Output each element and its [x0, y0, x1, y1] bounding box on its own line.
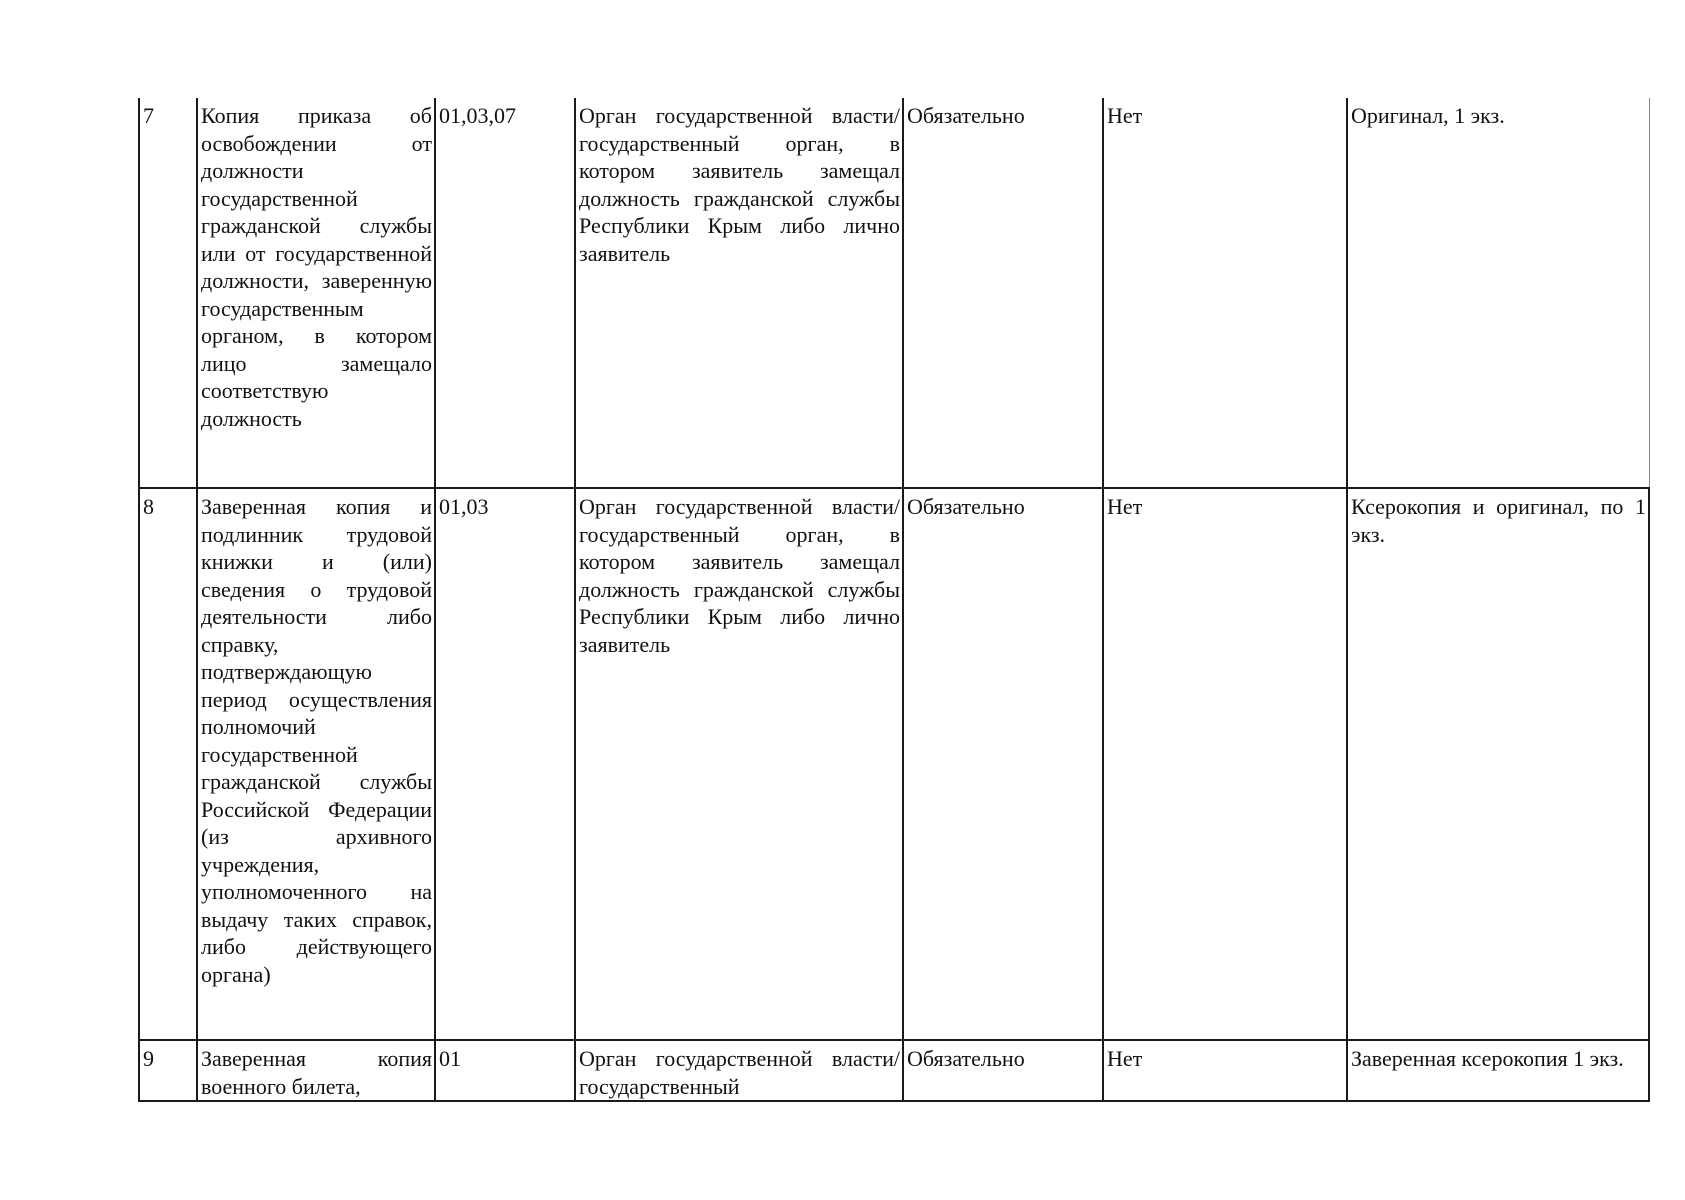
document-name: Заверенная копия военного билета,	[197, 1040, 435, 1101]
table-row	[139, 98, 1649, 488]
condition: Нет	[1103, 98, 1347, 488]
row-number: 7	[139, 98, 197, 488]
row-number: 9	[139, 1040, 197, 1101]
document-codes: 01,03,07	[435, 98, 575, 488]
requirement: Обязательно	[903, 98, 1103, 488]
table-row	[139, 1040, 1649, 1101]
document-name: Копия приказа об освобождении от должности государственной гражданской службы или от государственной должности, заверенную государственным органом, в котором лицо замещало соответствую должность	[197, 98, 435, 488]
document-codes: 01,03	[435, 488, 575, 1040]
document-codes: 01	[435, 1040, 575, 1101]
document-source: Орган государственной власти/государственный орган, в котором заявитель замещал должность гражданской службы Республики Крым либо лично заявитель	[575, 98, 903, 488]
condition: Нет	[1103, 1040, 1347, 1101]
document-form: Заверенная ксерокопия 1 экз.	[1347, 1040, 1649, 1101]
row-number: 8	[139, 488, 197, 1040]
document-source: Орган государственной власти/государственный орган, в котором заявитель замещал должность гражданской службы Республики Крым либо лично заявитель	[575, 488, 903, 1040]
documents-table	[138, 98, 1650, 1102]
requirement: Обязательно	[903, 1040, 1103, 1101]
condition: Нет	[1103, 488, 1347, 1040]
document-form: Оригинал, 1 экз.	[1347, 98, 1649, 488]
document-name: Заверенная копия и подлинник трудовой книжки и (или) сведения о трудовой деятельности либо справку, подтверждающую период осуществления полномочий государственной гражданской службы Российской Федерации (из архивного учреждения, уполномоченного на выдачу таких справок, либо действующего органа)	[197, 488, 435, 1040]
document-source: Орган государственной власти/государственный	[575, 1040, 903, 1101]
document-form: Ксерокопия и оригинал, по 1 экз.	[1347, 488, 1649, 1040]
requirement: Обязательно	[903, 488, 1103, 1040]
table-row	[139, 488, 1649, 1040]
